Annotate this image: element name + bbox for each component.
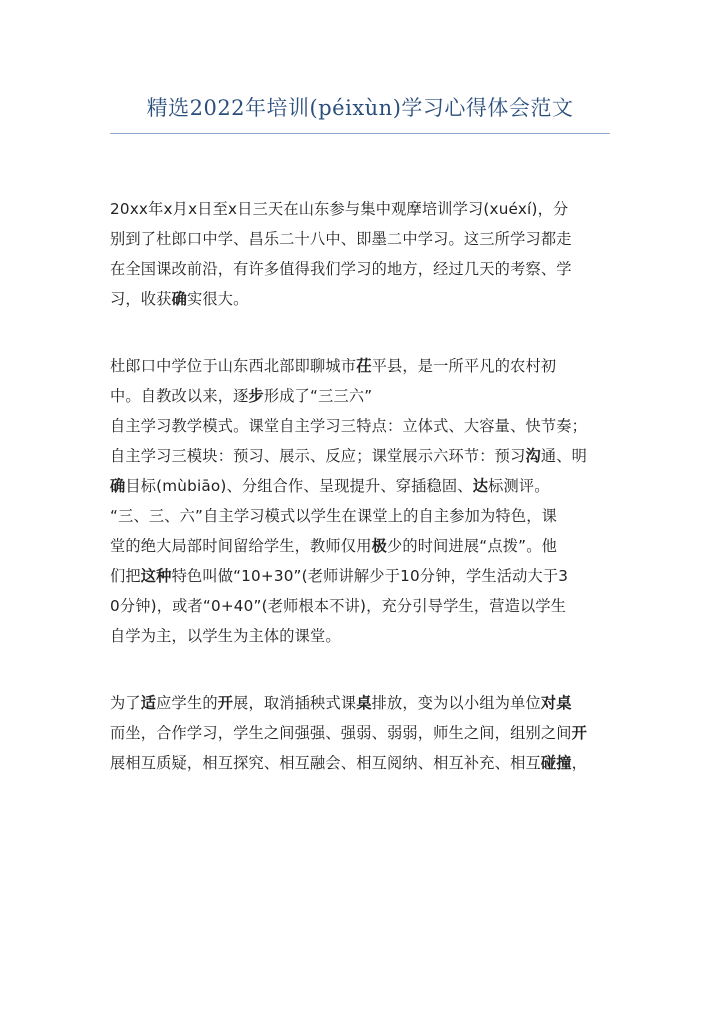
bold-text-run: 碰撞 <box>540 754 572 772</box>
text-line <box>110 561 610 591</box>
text-line <box>110 441 610 471</box>
text-line <box>110 591 610 621</box>
bold-text-run: 确 <box>171 290 187 308</box>
text-run: ， <box>571 754 588 772</box>
text-line <box>110 284 610 314</box>
text-run: 们把 <box>110 567 141 585</box>
text-run: 堂的绝大局部时间留给学生，教师仅用 <box>110 537 372 555</box>
text-line <box>110 718 610 748</box>
text-run: 习，收获 <box>110 290 172 308</box>
text-line <box>110 194 610 224</box>
bold-text-run: 确 <box>110 477 126 495</box>
text-run: 特色叫做“10+30”(老师讲解少于10分钟，学生活动大于3 <box>171 567 569 585</box>
paragraph-gap <box>110 651 610 688</box>
text-run: 平县，是一所平凡的农村初 <box>371 357 557 375</box>
text-run: 自学为主，以学生为主体的课堂。 <box>110 627 341 645</box>
text-line <box>110 411 610 441</box>
bold-text-run: 极 <box>371 537 387 555</box>
paragraph-gap <box>110 314 610 351</box>
bold-text-run: 达 <box>472 477 489 495</box>
text-run: 实很大。 <box>186 290 249 308</box>
text-run: 自主学习三模块：预习、展示、反应；课堂展示六环节：预习 <box>110 447 526 465</box>
text-run: 标测评。 <box>488 477 550 495</box>
bold-text-run: 步 <box>248 387 264 405</box>
text-run: 在全国课改前沿，有许多值得我们学习的地方，经过几天的考察、学 <box>110 260 572 278</box>
text-line <box>110 688 610 718</box>
text-run: 少的时间进展“点拨”。他 <box>386 537 557 555</box>
text-line <box>110 621 610 651</box>
text-line <box>110 471 610 501</box>
text-run: 展相互质疑，相互探究、相互融会、相互阅纳、相互补充、相互 <box>110 754 541 772</box>
text-run: 中。自教改以来，逐 <box>110 387 249 405</box>
text-run: 20xx年x月x日至x日三天在山东参与集中观摩培训学习(xuéxí)，分 <box>110 200 569 218</box>
text-run: 应学生的 <box>156 694 218 712</box>
text-line <box>110 224 610 254</box>
text-run: 展，取消插秧式课 <box>233 694 357 712</box>
paragraph <box>110 351 610 651</box>
text-run: 排放，变为以小组为单位 <box>371 694 541 712</box>
bold-text-run: 沟 <box>525 447 541 465</box>
bold-text-run: 这种 <box>140 567 172 585</box>
title-underline <box>110 133 610 134</box>
document-body <box>110 194 610 778</box>
text-run: 通、明 <box>540 447 588 465</box>
text-run: 为了 <box>110 694 141 712</box>
bold-text-run: 对桌 <box>540 694 572 712</box>
text-line <box>110 748 610 778</box>
text-line <box>110 501 610 531</box>
bold-text-run: 茌 <box>356 357 372 375</box>
text-run: 别到了杜郎口中学、昌乐二十八中、即墨二中学习。这三所学习都走 <box>110 230 572 248</box>
bold-text-run: 桌 <box>356 694 372 712</box>
bold-text-run: 适 <box>140 694 157 712</box>
text-line <box>110 351 610 381</box>
text-run: 杜郎口中学位于山东西北部即聊城市 <box>110 357 357 375</box>
bold-text-run: 开 <box>571 724 588 742</box>
document-title: 精选2022年培训(péixùn)学习心得体会范文 <box>146 96 574 120</box>
text-run: 0分钟)，或者“0+40”(老师根本不讲)，充分引导学生，营造以学生 <box>110 597 567 615</box>
text-run: “三、三、六”自主学习模式以学生在课堂上的自主参加为特色，课 <box>110 507 557 525</box>
text-run: 而坐，合作学习，学生之间强强、强弱、弱弱，师生之间，组别之间 <box>110 724 572 742</box>
text-run: 形成了“三三六” <box>263 387 373 405</box>
text-line <box>110 381 610 411</box>
text-line <box>110 254 610 284</box>
paragraph <box>110 688 610 778</box>
text-run: 目标(mùbiāo)、分组合作、呈现提升、穿插稳固、 <box>125 477 473 495</box>
text-run: 自主学习教学模式。课堂自主学习三特点：立体式、大容量、快节奏； <box>110 417 588 435</box>
text-line <box>110 531 610 561</box>
paragraph <box>110 194 610 314</box>
bold-text-run: 开 <box>217 694 234 712</box>
